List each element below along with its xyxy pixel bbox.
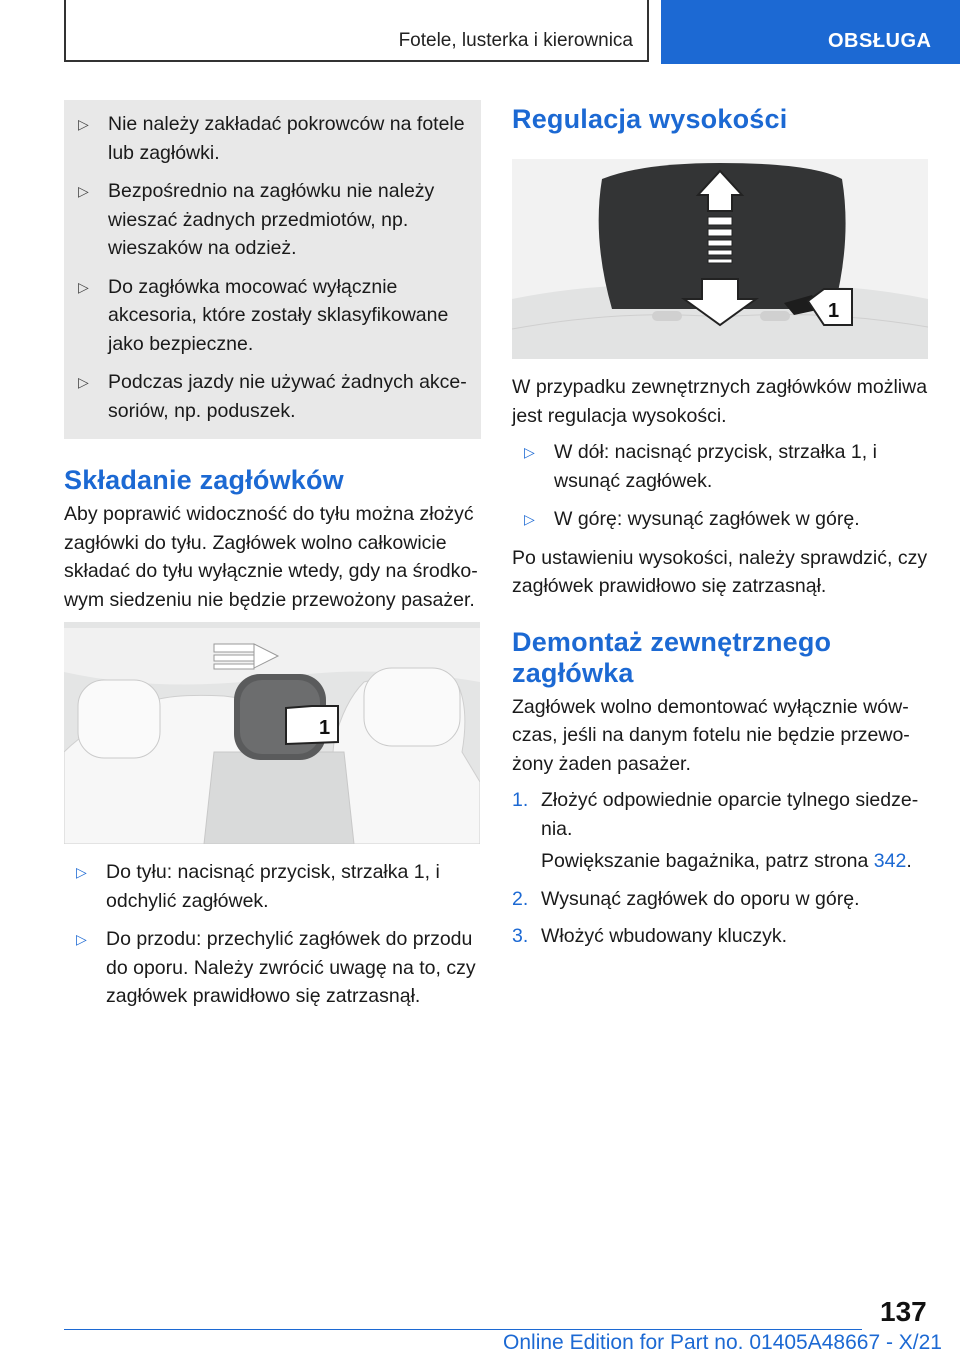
instruction-item: ▷ Do przodu: przechylić zagłówek do przodu do oporu. Należy zwrócić uwagę na to, czy zagłówek prawidłowo się zatrzasnął. <box>64 925 481 1011</box>
folding-intro: Aby poprawić widoczność do tyłu można złożyć zagłówki do tyłu. Zagłówek wolno całkowicie składać do tyłu wyłącznie wtedy, gdy na środkowym siedzeniu nie będzie przewożony pasażer. <box>64 503 478 611</box>
page-link[interactable]: 342 <box>873 850 907 872</box>
footer-divider <box>64 1329 862 1330</box>
warning-box <box>64 100 481 439</box>
triangle-bullet-icon: ▷ <box>76 864 87 880</box>
edition-info: Online Edition for Part no. 01405A48667 - X/21 <box>503 1331 942 1354</box>
warning-item: ▷ Nie należy zakładać pokrowców na fotele lub zagłówki. <box>66 110 467 167</box>
step-item: 2. Wysunąć zagłówek do oporu w górę. <box>512 887 860 910</box>
removal-intro: Zagłówek wolno demontować wyłącznie wówczas, jeśli na danym fotelu nie będzie przewożony żaden pasażer. <box>512 695 910 775</box>
rear-seat-headrest-illustration <box>64 622 480 844</box>
section-heading-folding: Składanie zagłówków <box>64 465 344 495</box>
triangle-bullet-icon: ▷ <box>78 374 89 390</box>
height-note: Po ustawieniu wysokości, należy sprawdzić, czy zagłówek prawidłowo się zatrzasnął. <box>512 546 928 597</box>
warning-item: ▷ Do zagłówka mocować wyłącznie akcesoria, które zostały sklasyfikowane jako bezpieczne. <box>66 273 467 359</box>
step-item: 3. Włożyć wbudowany kluczyk. <box>512 925 787 947</box>
warning-list <box>66 110 467 425</box>
page-number: 137 <box>880 1296 927 1327</box>
instruction-item: ▷ W dół: nacisnąć przycisk, strzałka 1, i wsunąć zagłówek. <box>512 438 929 495</box>
figure-callout-number: 1 <box>828 300 840 322</box>
cross-reference: Powiększanie bagażnika, patrz strona 342. <box>541 850 912 872</box>
instruction-item: ▷ Do tyłu: nacisnąć przycisk, strzałka 1, i odchylić zagłówek. <box>64 858 481 915</box>
step-item: 1. Złożyć odpowiednie oparcie tylnego siedzenia. Powiększanie bagażnika, patrz strona 342. <box>512 786 929 876</box>
triangle-bullet-icon: ▷ <box>78 278 89 295</box>
triangle-bullet-icon: ▷ <box>78 116 89 132</box>
right-column <box>512 100 929 960</box>
headrest-height-illustration <box>512 159 928 359</box>
section-heading-height: Regulacja wysokości <box>512 104 788 134</box>
chapter-tab[interactable] <box>661 0 960 64</box>
triangle-bullet-icon: ▷ <box>524 511 535 527</box>
section-title: Fotele, lusterka i kierownica <box>398 30 633 51</box>
warning-item: ▷ Bezpośrednio na zagłówku nie należy wieszać żadnych przedmiotów, np. wieszaków na odzież. <box>66 177 467 263</box>
triangle-bullet-icon: ▷ <box>78 183 89 199</box>
section-heading-removal: Demontaż zewnętrznego zagłówka <box>512 626 832 688</box>
chapter-tab-label: OBSŁUGA <box>828 30 932 52</box>
triangle-bullet-icon: ▷ <box>76 931 87 947</box>
triangle-bullet-icon: ▷ <box>524 444 535 460</box>
folding-instructions <box>64 858 481 1011</box>
left-column <box>64 100 481 1021</box>
removal-steps <box>512 786 929 951</box>
height-intro: W przypadku zewnętrznych zagłówków możliwa jest regulacja wysokości. <box>512 376 928 427</box>
warning-item: ▷ Podczas jazdy nie używać żadnych akcesoriów, np. poduszek. <box>66 368 467 425</box>
figure-callout-number: 1 <box>319 717 331 739</box>
instruction-item: ▷ W górę: wysunąć zagłówek w górę. <box>512 505 929 534</box>
header-frame <box>64 0 649 62</box>
height-instructions <box>512 438 929 534</box>
